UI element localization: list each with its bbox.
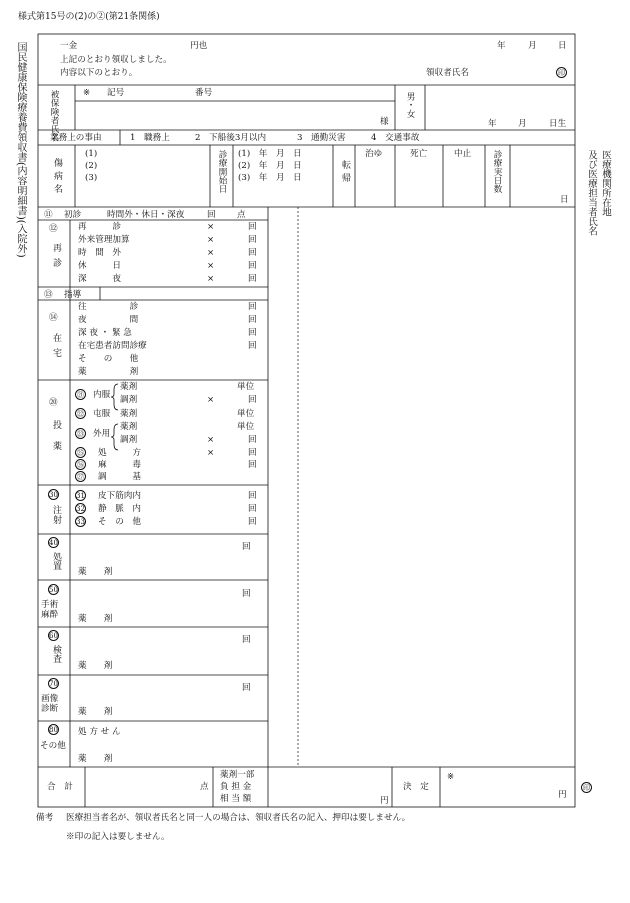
home-row-name: 往 診	[78, 302, 139, 312]
med22-drug: 薬剤	[120, 409, 138, 419]
med23-x: ×	[207, 435, 215, 445]
total-seal-icon: 印	[583, 784, 590, 792]
decision-label: 決 定	[403, 782, 429, 792]
right-side-line2: 及び医療担当者氏名	[586, 150, 597, 236]
total-label: 合 計	[47, 782, 73, 792]
med21-drug-unit: 単位	[237, 382, 255, 392]
surgery-num: 50	[49, 586, 58, 594]
revisit-row-name: 再 診	[78, 222, 121, 232]
total-points: 点	[200, 782, 209, 792]
copay-line3: 相 当 額	[220, 794, 252, 804]
med21-x: ×	[207, 395, 215, 405]
injection-row-unit: 回	[248, 504, 257, 514]
med23-drug: 薬剤	[120, 422, 138, 432]
revisit-row-unit: 回	[248, 222, 257, 232]
form-number: 様式第15号の(2)の②(第21条関係)	[18, 12, 160, 22]
med27-num: ㉗	[77, 473, 84, 481]
home-row-unit: 回	[248, 328, 257, 338]
home-num: ⑭	[49, 313, 58, 323]
injection-row-unit: 回	[248, 491, 257, 501]
notes-label: 備考	[36, 813, 54, 823]
start-date-row-1: (1) 年 月 日	[238, 149, 302, 159]
guidance-num: ⑬	[44, 290, 53, 300]
med25-unit: 回	[248, 448, 257, 458]
treatment-label: 処置	[51, 552, 61, 570]
revisit-row-unit: 回	[248, 261, 257, 271]
revisit-row-x: ×	[207, 261, 215, 271]
injection-num: 30	[49, 491, 58, 499]
first-visit-detail: 時間外・休日・深夜	[107, 210, 185, 220]
med26-num: ㉖	[77, 461, 84, 469]
revisit-row-unit: 回	[248, 274, 257, 284]
notes-line1: 医療担当者名が、領収者氏名と同一人の場合は、領収者氏名の記入、押印は要しません。	[66, 813, 411, 823]
medication-label: 投薬	[51, 420, 61, 462]
days-label: 診療実日数	[492, 150, 502, 193]
copay-line2: 負 担 金	[220, 782, 252, 792]
injection-label: 注射	[51, 505, 61, 525]
med25-label: 処 方	[98, 448, 141, 458]
revisit-row-x: ×	[207, 235, 215, 245]
start-date-row-2: (2) 年 月 日	[238, 161, 302, 171]
home-row-name: 薬 剤	[78, 367, 139, 377]
med21-drug: 薬剤	[120, 382, 138, 392]
injection-row-name: 皮下筋肉内	[98, 491, 141, 501]
home-row-unit: 回	[248, 302, 257, 312]
injection-row-name: 静 脈 内	[98, 504, 141, 514]
date-day: 日	[558, 41, 567, 51]
start-date-row-3: (3) 年 月 日	[238, 173, 302, 183]
med23-dispense-unit: 回	[248, 435, 257, 445]
disease-label: 傷病名	[52, 158, 62, 197]
imaging-num: 70	[49, 680, 58, 688]
copay-yen: 円	[380, 796, 389, 806]
mark-prefix: ※	[83, 88, 91, 98]
home-row-name: 深 夜 ・ 緊 急	[78, 328, 132, 338]
revisit-row-name: 休 日	[78, 261, 121, 271]
med23-drug-unit: 単位	[237, 422, 255, 432]
injection-row-name: そ の 他	[98, 517, 141, 527]
med26-unit: 回	[248, 460, 257, 470]
injection-row-num: 32	[76, 505, 85, 513]
mark-label: 記号	[107, 88, 125, 98]
revisit-num: ⑫	[49, 224, 58, 234]
treatment-drug: 薬 剤	[78, 567, 113, 577]
disease-item-2: (2)	[85, 161, 98, 171]
decision-yen: 円	[558, 790, 567, 800]
surgery-drug: 薬 剤	[78, 614, 113, 624]
med23-label: 外用	[93, 429, 111, 439]
amount-prefix: 一金	[60, 41, 78, 51]
right-side-line1: 医療機関所在地	[600, 150, 611, 217]
home-label: 在宅	[51, 333, 61, 363]
injection-row-num: 31	[76, 492, 85, 500]
med21-num: ㉑	[77, 391, 84, 399]
imaging-drug: 薬 剤	[78, 707, 113, 717]
revisit-row-x: ×	[207, 274, 215, 284]
exam-label: 検査	[51, 645, 61, 663]
revisit-row-unit: 回	[248, 235, 257, 245]
imaging-unit: 回	[242, 683, 251, 693]
date-month: 月	[528, 41, 537, 51]
revisit-label: 再診	[51, 243, 61, 273]
other-num: 80	[49, 726, 58, 734]
first-visit-unit1: 回	[207, 210, 216, 220]
outcome-label: 転帰	[340, 160, 350, 186]
outcome-cured: 治ゆ	[365, 149, 383, 159]
copay-line1: 薬剤一部	[220, 770, 255, 780]
home-row-name: そ の 他	[78, 354, 139, 364]
first-visit-num: ⑪	[44, 210, 53, 220]
disease-item-1: (1)	[85, 149, 98, 159]
med21-dispense-unit: 回	[248, 395, 257, 405]
med22-label: 屯服	[93, 409, 111, 419]
injection-row-num: 33	[76, 518, 85, 526]
med25-x: ×	[207, 448, 215, 458]
notes-line2: ※印の記入は要しません。	[66, 832, 170, 842]
outcome-stopped: 中止	[454, 149, 472, 159]
first-visit-label: 初診	[64, 210, 82, 220]
side-title: 国民健康保険療養費領収書(内容明細書)(入院外)	[15, 42, 26, 258]
receipt-line1: 上記のとおり領収しました。	[60, 55, 172, 65]
cause-option-4: 4 交通事故	[371, 133, 420, 143]
first-visit-unit2: 点	[237, 210, 246, 220]
injection-row-unit: 回	[248, 517, 257, 527]
cause-option-2: 2 下船後3月以内	[195, 133, 267, 143]
med26-label: 麻 毒	[98, 460, 141, 470]
revisit-row-x: ×	[207, 248, 215, 258]
revisit-row-name: 時 間 外	[78, 248, 121, 258]
sama-label: 様	[380, 117, 389, 127]
imaging-label: 画像診断	[41, 694, 59, 714]
revisit-row-name: 外来管理加算	[78, 235, 130, 245]
birth-year: 年	[488, 119, 497, 129]
home-row-unit: 回	[248, 341, 257, 351]
exam-drug: 薬 剤	[78, 661, 113, 671]
surgery-label: 手術麻酔	[41, 600, 59, 620]
start-date-label: 診療開始日	[217, 150, 227, 193]
other-drug: 薬 剤	[78, 754, 113, 764]
med21-dispense: 調剤	[120, 395, 138, 405]
treatment-num: 40	[49, 539, 58, 547]
receiver-seal-icon: 印	[558, 69, 565, 77]
other-rx: 処 方 せ ん	[78, 727, 121, 737]
med22-drug-unit: 単位	[237, 409, 255, 419]
medication-num: ⑳	[49, 398, 58, 408]
birth-month: 月	[518, 119, 527, 129]
exam-num: 60	[49, 632, 58, 640]
guidance-label: 指導	[64, 290, 82, 300]
revisit-row-unit: 回	[248, 248, 257, 258]
date-year: 年	[497, 41, 506, 51]
med23-dispense: 調剤	[120, 435, 138, 445]
insured-label: 被保険者氏名	[49, 90, 59, 142]
days-unit: 日	[560, 195, 569, 205]
exam-unit: 回	[242, 635, 251, 645]
amount-suffix: 円也	[190, 41, 208, 51]
med23-num: ㉓	[77, 430, 84, 438]
home-row-unit: 回	[248, 315, 257, 325]
decision-mark: ※	[447, 772, 455, 782]
other-label: その他	[40, 741, 66, 751]
cause-option-1: 1 職務上	[130, 133, 170, 143]
med25-num: ㉕	[77, 449, 84, 457]
treatment-unit: 回	[242, 542, 251, 552]
sex-label: 男・女	[405, 92, 415, 118]
med22-num: ㉒	[77, 410, 84, 418]
cause-option-3: 3 通勤災害	[297, 133, 346, 143]
birth-day: 日生	[549, 119, 567, 129]
home-row-name: 夜 間	[78, 315, 139, 325]
receipt-line2: 内容以下のとおり。	[60, 68, 138, 78]
revisit-row-x: ×	[207, 222, 215, 232]
receiver-label: 領収者氏名	[426, 68, 469, 78]
number-label: 番号	[195, 88, 213, 98]
med27-label: 調 基	[98, 472, 141, 482]
disease-item-3: (3)	[85, 173, 98, 183]
med21-label: 内服	[93, 390, 111, 400]
surgery-unit: 回	[242, 589, 251, 599]
cause-label: 業務上の事由	[50, 133, 102, 143]
home-row-name: 在宅患者訪問診療	[78, 341, 147, 351]
revisit-row-name: 深 夜	[78, 274, 121, 284]
outcome-death: 死亡	[410, 149, 428, 159]
